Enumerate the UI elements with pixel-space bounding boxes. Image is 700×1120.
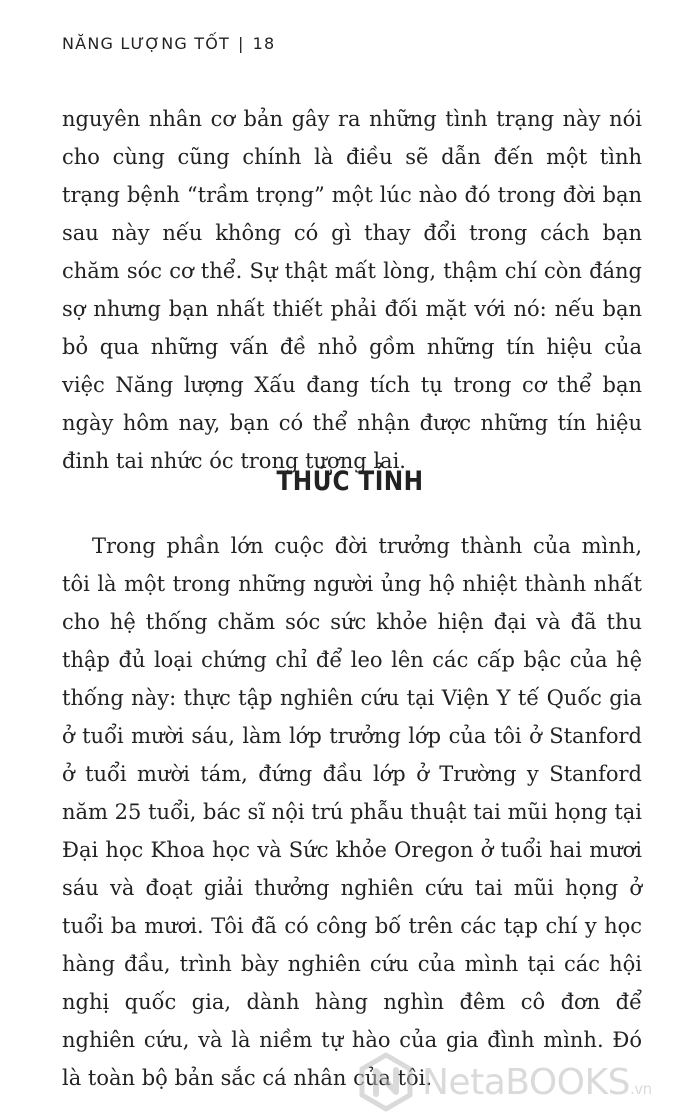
paragraph: nguyên nhân cơ bản gây ra những tình trạng này nói cho cùng cũng chính là điều sẽ dẫn đến một tình trạng bệnh “trầm trọng” một lúc nào đó trong đời bạn sau này nếu không có gì thay đổi trong cách bạn chăm sóc cơ thể. Sự thật mất lòng, thậm chí còn đáng sợ nhưng bạn nhất thiết phải đối mặt với nó: nếu bạn bỏ qua những vấn đề nhỏ gồm những tín hiệu của việc Năng lượng Xấu đang tích tụ trong cơ thể bạn ngày hôm nay, bạn có thể nhận được những tín hiệu đinh tai nhức óc trong tương lai. bbox=[62, 107, 642, 473]
watermark-suffix: .vn bbox=[629, 1080, 652, 1098]
watermark-brand: NetaBOOKS bbox=[422, 1062, 630, 1103]
paragraph: Trong phần lớn cuộc đời trưởng thành của mình, tôi là một trong những người ủng hộ nhiệt thành nhất cho hệ thống chăm sóc sức khỏe hiện đại và đã thu thập đủ loại chứng chỉ để leo lên các cấp bậc của hệ thống này: thực tập nghiên cứu tại Viện Y tế Quốc gia ở tuổi mười sáu, làm lớp trưởng lớp của tôi ở Stanford ở tuổi mười tám, đứng đầu lớp ở Trường y Stanford năm 25 tuổi, bác sĩ nội trú phẫu thuật tai mũi họng tại Đại học Khoa học và Sức khỏe Oregon ở tuổi hai mươi sáu và đoạt giải thưởng nghiên cứu tai mũi họng ở tuổi ba mươi. Tôi đã có công bố trên các tạp chí y học hàng đầu, trình bày nghiên cứu của mình tại các hội nghị quốc gia, dành hàng nghìn đêm cô đơn để nghiên cứu, và là niềm tự hào của gia đình mình. Đó là toàn bộ bản sắc cá nhân của tôi. bbox=[62, 534, 642, 1090]
body-text-section bbox=[62, 527, 642, 1097]
watermark-text bbox=[422, 1062, 652, 1103]
page-number: 18 bbox=[252, 34, 276, 53]
running-header bbox=[62, 34, 275, 53]
netabooks-logo-icon bbox=[356, 1052, 416, 1112]
section-heading: THỨC TỈNH bbox=[276, 466, 424, 497]
watermark bbox=[356, 1052, 686, 1112]
body-text-continued bbox=[62, 100, 642, 480]
header-separator: | bbox=[238, 34, 245, 53]
book-title: NĂNG LƯỢNG TỐT bbox=[62, 34, 231, 53]
